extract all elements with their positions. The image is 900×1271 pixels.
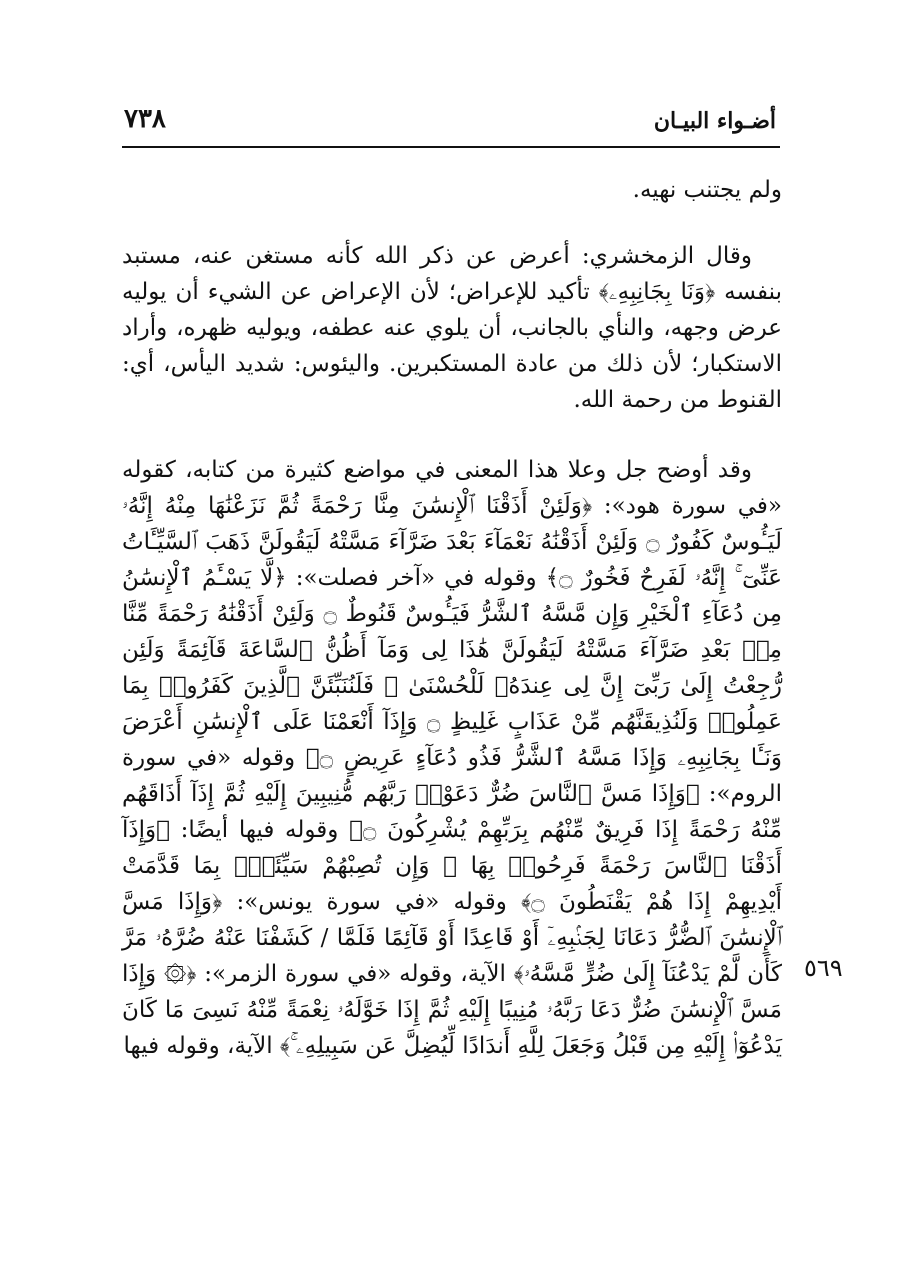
page-number: ٧٣٨: [124, 104, 166, 134]
paragraph-2: وقال الزمخشري: أعرض عن ذكر الله كأنه مستغن عنه، مستبد بنفسه ﴿وَنَا بِجَانِبِهِۦ﴾ تأكيد للإعراض؛ لأن الإعراض عن الشيء أن يوليه عرض وجهه، والنأي بالجانب، أن يلوي عنه عطفه، ويوليه ظهره، وأراد الاستكبار؛ لأن ذلك من عادة المستكبرين. واليئوس: شديد اليأس، أي: القنوط من رحمة الله.: [122, 243, 782, 413]
page-header: [122, 100, 780, 148]
margin-reference-number: ٥٦٩: [804, 954, 843, 982]
paragraph-3: وقد أوضح جل وعلا هذا المعنى في مواضع كثيرة من كتابه، كقوله «في سورة هود»: ﴿وَلَئِنْ أَذَقْنَا ٱلْإِنسَٰنَ مِنَّا رَحْمَةً ثُمَّ نَزَعْنَٰهَا مِنْهُ إِنَّهُۥ لَيَـُٔوسٌ كَفُورٌ ۝ وَلَئِنْ أَذَقْنَٰهُ نَعْمَآءَ بَعْدَ ضَرَّآءَ مَسَّتْهُ لَيَقُولَنَّ ذَهَبَ ٱلسَّيِّـَٔاتُ عَنِّىٓ ۚ إِنَّهُۥ لَفَرِحٌ فَخُورٌ ۝﴾ وقوله في «آخر فصلت»: ﴿لَّا يَسْـَٔمُ ٱلْإِنسَٰنُ مِن دُعَآءِ ٱلْخَيْرِ وَإِن مَّسَّهُ ٱلشَّرُّ فَيَـُٔوسٌ قَنُوطٌ ۝ وَلَئِنْ أَذَقْنَٰهُ رَحْمَةً مِّنَّا مِنۢ بَعْدِ ضَرَّآءَ مَسَّتْهُ لَيَقُولَنَّ هَٰذَا لِى وَمَآ أَظُنُّ ٱلسَّاعَةَ قَآئِمَةً وَلَئِن رُّجِعْتُ إِلَىٰ رَبِّىٓ إِنَّ لِى عِندَهُۥ لَلْحُسْنَىٰ ۚ فَلَنُنَبِّئَنَّ ٱلَّذِينَ كَفَرُوا۟ بِمَا عَمِلُوا۟ وَلَنُذِيقَنَّهُم مِّنْ عَذَابٍ غَلِيظٍ ۝ وَإِذَآ أَنْعَمْنَا عَلَى ٱلْإِنسَٰنِ أَعْرَضَ وَنَـَٔا بِجَانِبِهِۦ وَإِذَا مَسَّهُ ٱلشَّرُّ فَذُو دُعَآءٍ عَرِيضٍ ۝﴾ وقوله «في سورة الروم»: ﴿وَإِذَا مَسَّ ٱلنَّاسَ ضُرٌّ دَعَوْا۟ رَبَّهُم مُّنِيبِينَ إِلَيْهِ ثُمَّ إِذَآ أَذَاقَهُم مِّنْهُ رَحْمَةً إِذَا فَرِيقٌ مِّنْهُم بِرَبِّهِمْ يُشْرِكُونَ ۝﴾ وقوله فيها أيضًا: ﴿وَإِذَآ أَذَقْنَا ٱلنَّاسَ رَحْمَةً فَرِحُوا۟ بِهَا ۖ وَإِن تُصِبْهُمْ سَيِّئَةٌۢ بِمَا قَدَّمَتْ أَيْدِيهِمْ إِذَا هُمْ يَقْنَطُونَ ۝﴾ وقوله «في سورة يونس»: ﴿وَإِذَا مَسَّ ٱلْإِنسَٰنَ ٱلضُّرُّ دَعَانَا لِجَنۢبِهِۦٓ أَوْ قَاعِدًا أَوْ قَآئِمًا فَلَمَّا / كَشَفْنَا عَنْهُ ضُرَّهُۥ مَرَّ كَأَن لَّمْ يَدْعُنَآ إِلَىٰ ضُرٍّ مَّسَّهُۥ﴾ الآية، وقوله «في سورة الزمر»: ﴿۞ وَإِذَا مَسَّ ٱلْإِنسَٰنَ ضُرٌّ دَعَا رَبَّهُۥ مُنِيبًا إِلَيْهِ ثُمَّ إِذَا خَوَّلَهُۥ نِعْمَةً مِّنْهُ نَسِىَ مَا كَانَ يَدْعُوٓا۟ إِلَيْهِ مِن قَبْلُ وَجَعَلَ لِلَّهِ أَندَادًا لِّيُضِلَّ عَن سَبِيلِهِۦ ۚ﴾ الآية، وقوله فيها: [122, 457, 783, 1059]
running-title: أضـواء البيـان: [653, 108, 776, 134]
paragraph-1: ولم يجتنب نهيه.: [632, 177, 782, 203]
page-body: [122, 172, 782, 1064]
